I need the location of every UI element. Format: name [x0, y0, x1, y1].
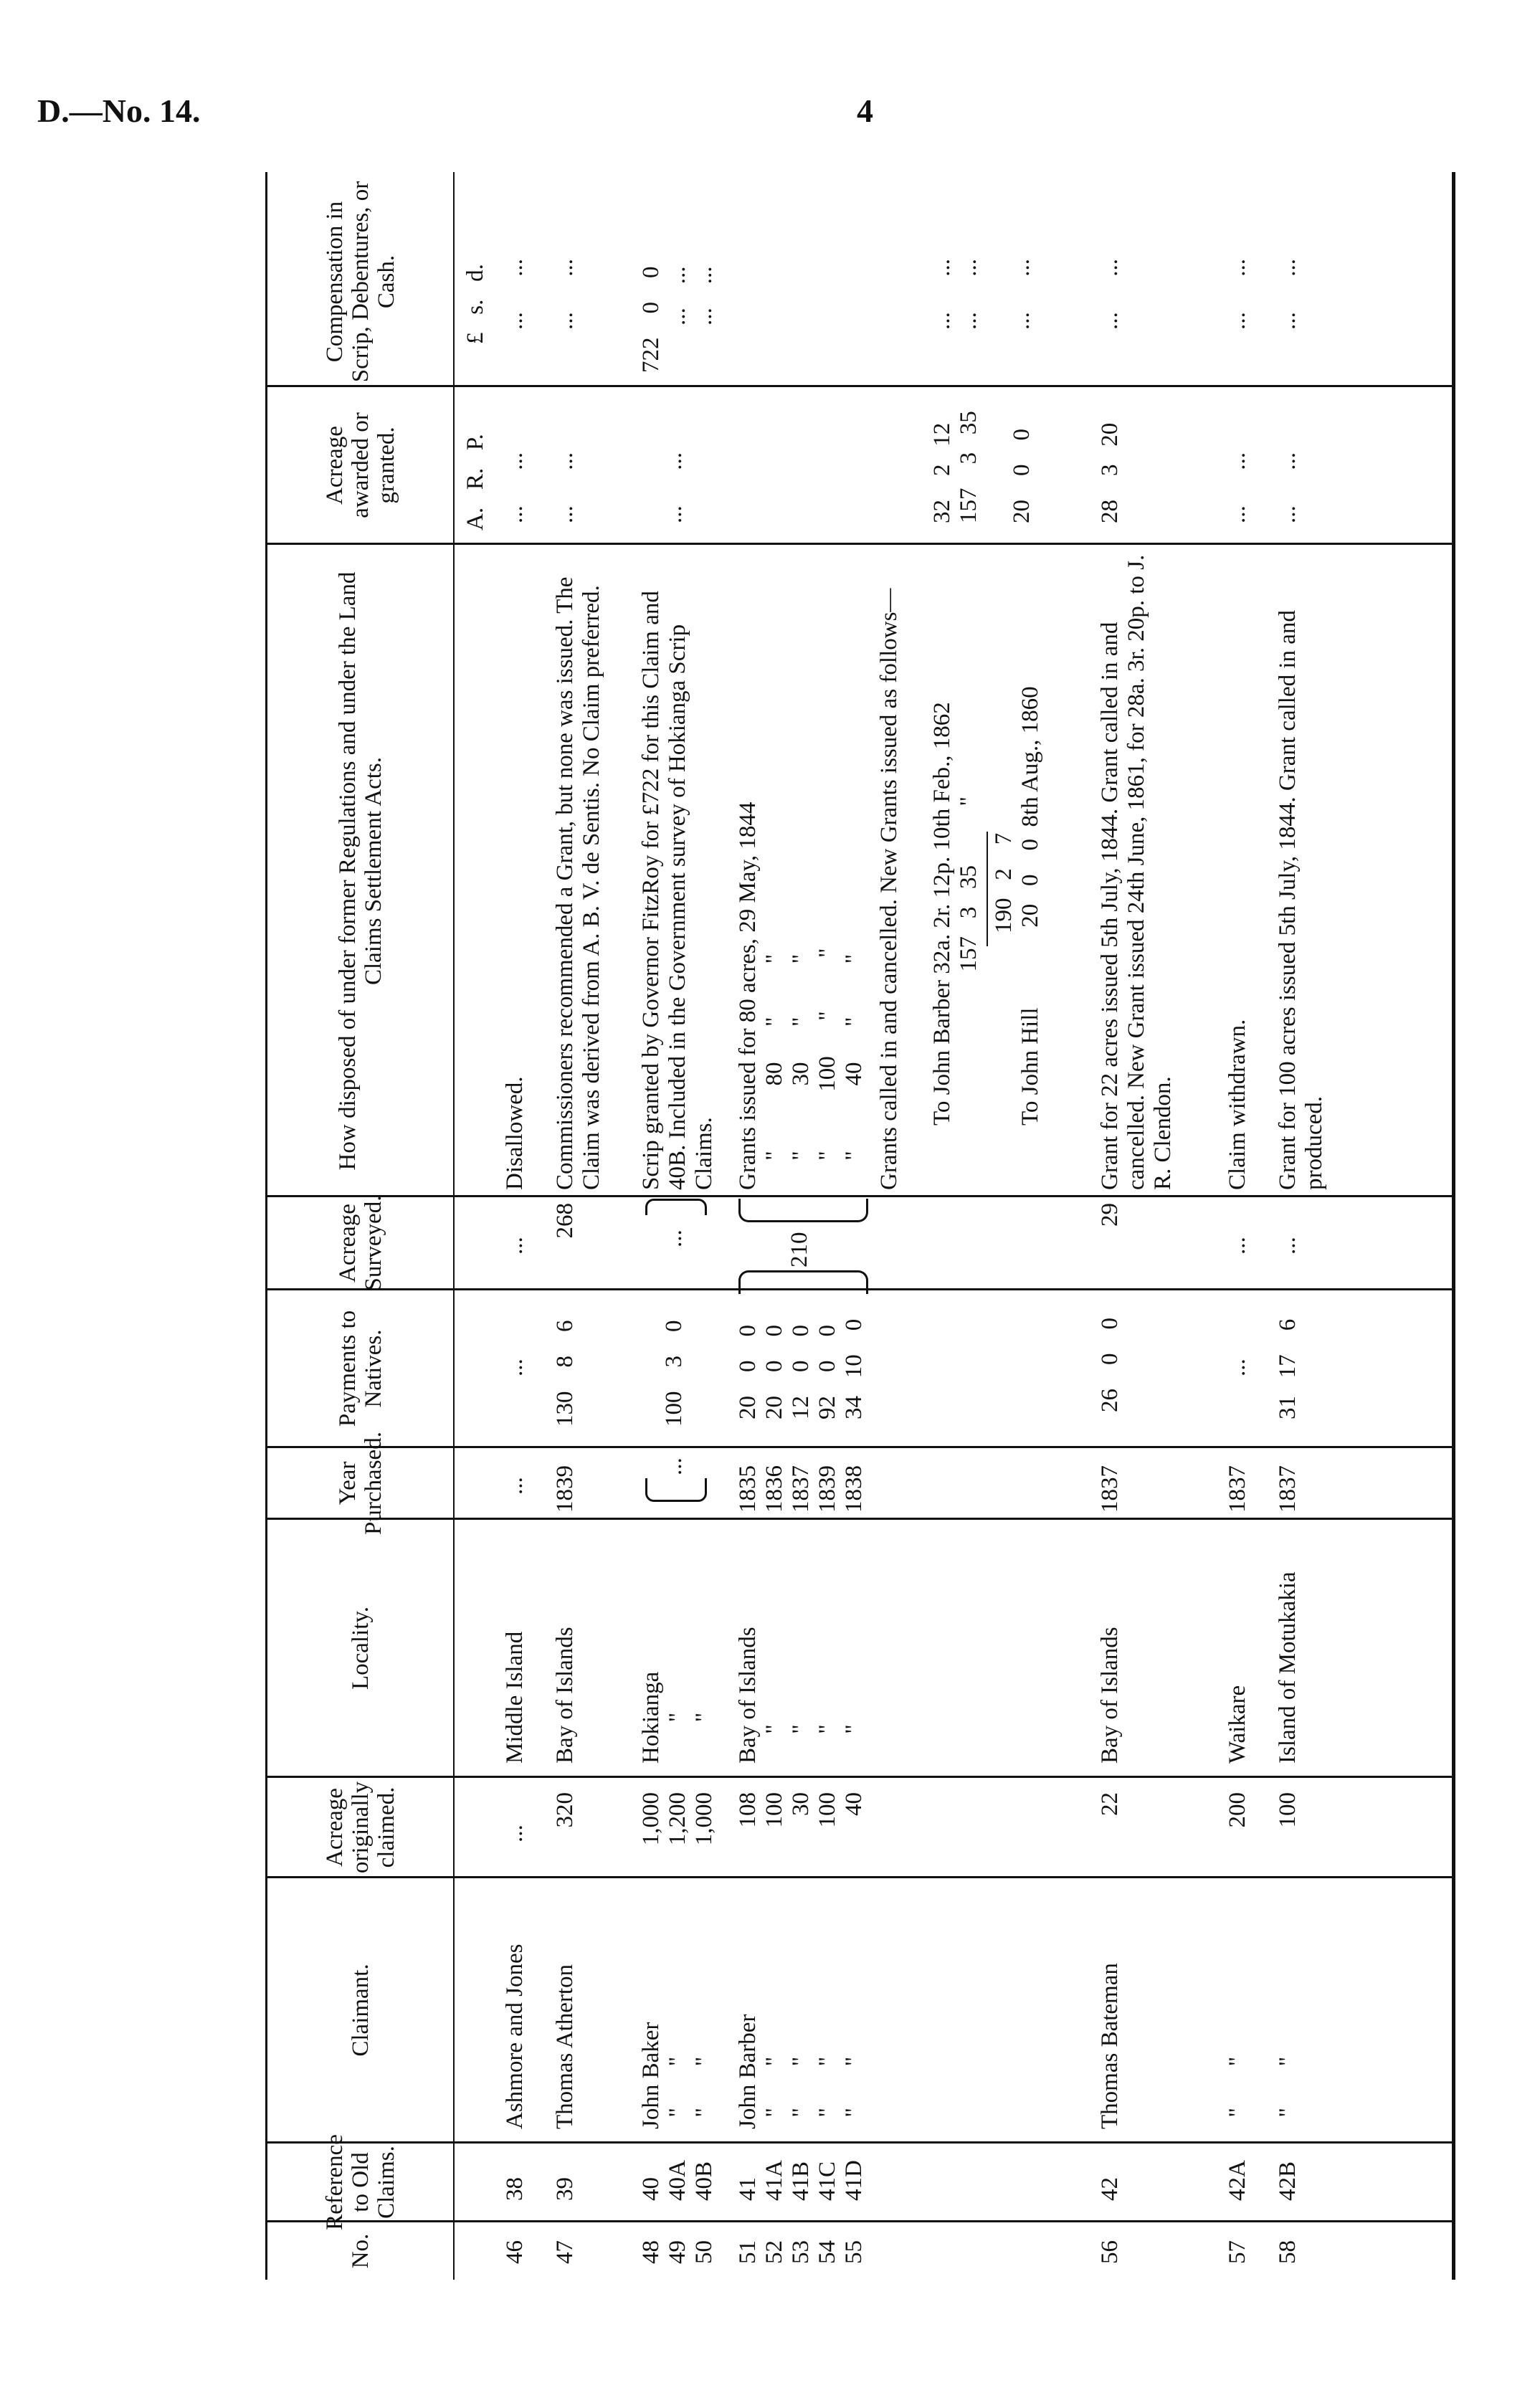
cell-compensation: ... ... [1225, 259, 1250, 330]
cell-claimed: 200 [1225, 1792, 1250, 1828]
col-header-no: No. [348, 2233, 374, 2269]
cell-claimant: " " [1225, 2056, 1250, 2129]
cell-surveyed: 268 [552, 1203, 578, 1239]
col-header-acreage-claimed: Acreage originally claimed. [322, 1781, 399, 1874]
cell-locality: Hokianga " " [638, 1671, 717, 1764]
cell-payments: 130 8 6 [552, 1320, 578, 1427]
cell-surveyed: ... [1275, 1237, 1301, 1255]
cell-awarded: ... ... [1275, 452, 1301, 523]
document-reference: D.—No. 14. [37, 92, 201, 129]
cell-surveyed: ... [1225, 1237, 1250, 1255]
cell-locality: Island of Motukakia [1275, 1571, 1301, 1764]
cell-claimed: 320 [552, 1792, 578, 1828]
cell-ref: 38 [502, 2177, 528, 2201]
page-number: 4 [857, 92, 873, 129]
cell-disposal: Disallowed. [502, 1076, 528, 1190]
cell-claimed: ... [502, 1824, 528, 1842]
col-header-locality: Locality. [348, 1606, 374, 1690]
cell-claimed: 22 [1097, 1792, 1123, 1816]
cell-compensation: ... ... [1097, 259, 1123, 330]
cell-claimed: 108 100 30 100 40 [735, 1792, 867, 1828]
cell-payments: 26 0 0 [1097, 1318, 1123, 1412]
cell-compensation: ... ... [502, 259, 528, 330]
cell-payments: 20 0 0 20 0 0 12 0 0 92 0 0 34 10 0 [735, 1318, 867, 1419]
cell-claimant: John Baker " " " " [638, 2022, 717, 2129]
cell-locality: Bay of Islands " " " " [735, 1627, 867, 1764]
cell-disposal: Claim withdrawn. [1225, 1019, 1250, 1190]
row-brace [738, 1199, 868, 1222]
rotated-table [265, 172, 1463, 2280]
cell-locality: Middle Island [502, 1631, 528, 1764]
cell-awarded: 28 3 20 [1097, 422, 1123, 523]
sum-rule [987, 832, 988, 946]
cell-year: 1835 1836 1837 1839 1838 [735, 1465, 867, 1513]
cell-no: 47 [552, 2240, 578, 2264]
cell-locality: Bay of Islands [552, 1627, 578, 1764]
cell-awarded: ... ... [1225, 452, 1250, 523]
cell-claimant: Thomas Bateman [1097, 1963, 1123, 2129]
cell-surveyed: 29 [1097, 1203, 1123, 1227]
cell-compensation: ... ... ... ... ... ... [929, 259, 1035, 330]
unit-label-arp: A. R. P. [462, 434, 488, 530]
cell-awarded: ... ... [502, 452, 528, 523]
col-header-ref: Reference to Old Claims. [322, 2134, 399, 2230]
cell-compensation: ... ... [552, 259, 578, 330]
row-brace [738, 1270, 868, 1294]
cell-year: ... [502, 1477, 528, 1495]
cell-disposal: Grant for 22 acres issued 5th July, 1844. Grant called in and cancelled. New Grant issued 24th June, 1861, for 28a. 3r. 20p. to J. R. Clendon. [1097, 554, 1176, 1190]
cell-payments: ... [1225, 1359, 1250, 1376]
cell-payments: ... [502, 1359, 528, 1376]
col-header-year: Year Purchased. [335, 1432, 386, 1535]
row-brace [645, 1199, 707, 1215]
cell-year: 1837 [1225, 1465, 1250, 1513]
row-brace [645, 1478, 707, 1502]
col-header-compensation: Compensation in Scrip, Debentures, or Cash. [322, 181, 399, 383]
cell-surveyed: ... [502, 1237, 528, 1255]
cell-compensation: ... ... [1275, 259, 1301, 330]
cell-no: 58 [1275, 2240, 1301, 2264]
cell-awarded: ... ... [661, 452, 687, 523]
table-bottom-rule [1452, 172, 1455, 2280]
cell-no: 48 49 50 [638, 2240, 717, 2264]
cell-claimant: John Barber " " " " " " " " [735, 2014, 867, 2129]
cell-locality: Waikare [1225, 1685, 1250, 1764]
cell-claimant: Ashmore and Jones [502, 1943, 528, 2129]
cell-payments: 100 3 0 [661, 1320, 687, 1427]
claims-table [265, 172, 1455, 2280]
cell-disposal-total: 190 2 7 20 0 0 8th Aug., 1860 [991, 686, 1043, 933]
cell-disposal: Grants issued for 80 acres, 29 May, 1844 " 80 " " " 30 " " " 100 " " " 40 " " [735, 801, 867, 1190]
cell-surveyed: ... [661, 1229, 687, 1247]
cell-disposal-grant: To John Barber 32a. 2r. 12p. 10th Feb., 1862 157 3 35 " [929, 702, 981, 1126]
col-header-claimant: Claimant. [348, 1964, 374, 2057]
cell-no: 57 [1225, 2240, 1250, 2264]
cell-claimant: " " [1275, 2056, 1301, 2129]
cell-awarded: 32 2 12 157 3 35 20 0 0 [929, 411, 1035, 523]
cell-ref: 42B [1275, 2161, 1301, 2201]
col-header-payments: Payments to Natives. [335, 1310, 386, 1427]
cell-ref: 39 [552, 2177, 578, 2201]
cell-year: 1837 [1097, 1465, 1123, 1513]
cell-claimed: 100 [1275, 1792, 1301, 1828]
cell-no: 56 [1097, 2240, 1123, 2264]
cell-disposal-grantee: To John Hill [1017, 1007, 1043, 1126]
cell-disposal: Grant for 100 acres issued 5th July, 1844. Grant called in and produced. [1275, 610, 1327, 1190]
cell-ref: 40 40A 40B [638, 2160, 717, 2201]
cell-disposal-note: Grants called in and cancelled. New Grants issued as follows— [876, 588, 902, 1190]
cell-year: 1839 [552, 1465, 578, 1513]
col-header-disposal: How disposed of under former Regulations and under the Land Claims Settlement Acts. [335, 571, 386, 1171]
cell-compensation: 722 0 0 ... ... ... ... [638, 266, 717, 373]
cell-year: ... [661, 1457, 687, 1475]
header-divider [453, 172, 455, 2280]
cell-claimed: 1,000 1,200 1,000 [638, 1792, 717, 1846]
unit-label-lsd: £ s. d. [462, 264, 488, 344]
cell-year: 1837 [1275, 1465, 1301, 1513]
cell-no: 46 [502, 2240, 528, 2264]
col-header-awarded: Acreage awarded or granted. [322, 412, 399, 518]
cell-surveyed: 210 [786, 1232, 812, 1267]
table-top-rule [265, 172, 267, 2280]
col-header-surveyed: Acreage Surveyed. [335, 1195, 386, 1291]
cell-awarded: ... ... [552, 452, 578, 523]
cell-ref: 42A [1225, 2160, 1250, 2201]
cell-payments: 31 17 6 [1275, 1318, 1301, 1419]
cell-disposal: Scrip granted by Governor FitzRoy for £722 for this Claim and 40B. Included in the Government survey of Hokianga Scrip Claims. [638, 591, 717, 1190]
cell-no: 51 52 53 54 55 [735, 2240, 867, 2264]
cell-ref: 42 [1097, 2177, 1123, 2201]
cell-disposal: Commissioners recommended a Grant, but none was issued. The Claim was derived from A. B. V. de Sentis. No Claim preferred. [552, 576, 604, 1190]
cell-ref: 41 41A 41B 41C 41D [735, 2160, 867, 2201]
cell-claimant: Thomas Atherton [552, 1964, 578, 2129]
cell-locality: Bay of Islands [1097, 1627, 1123, 1764]
